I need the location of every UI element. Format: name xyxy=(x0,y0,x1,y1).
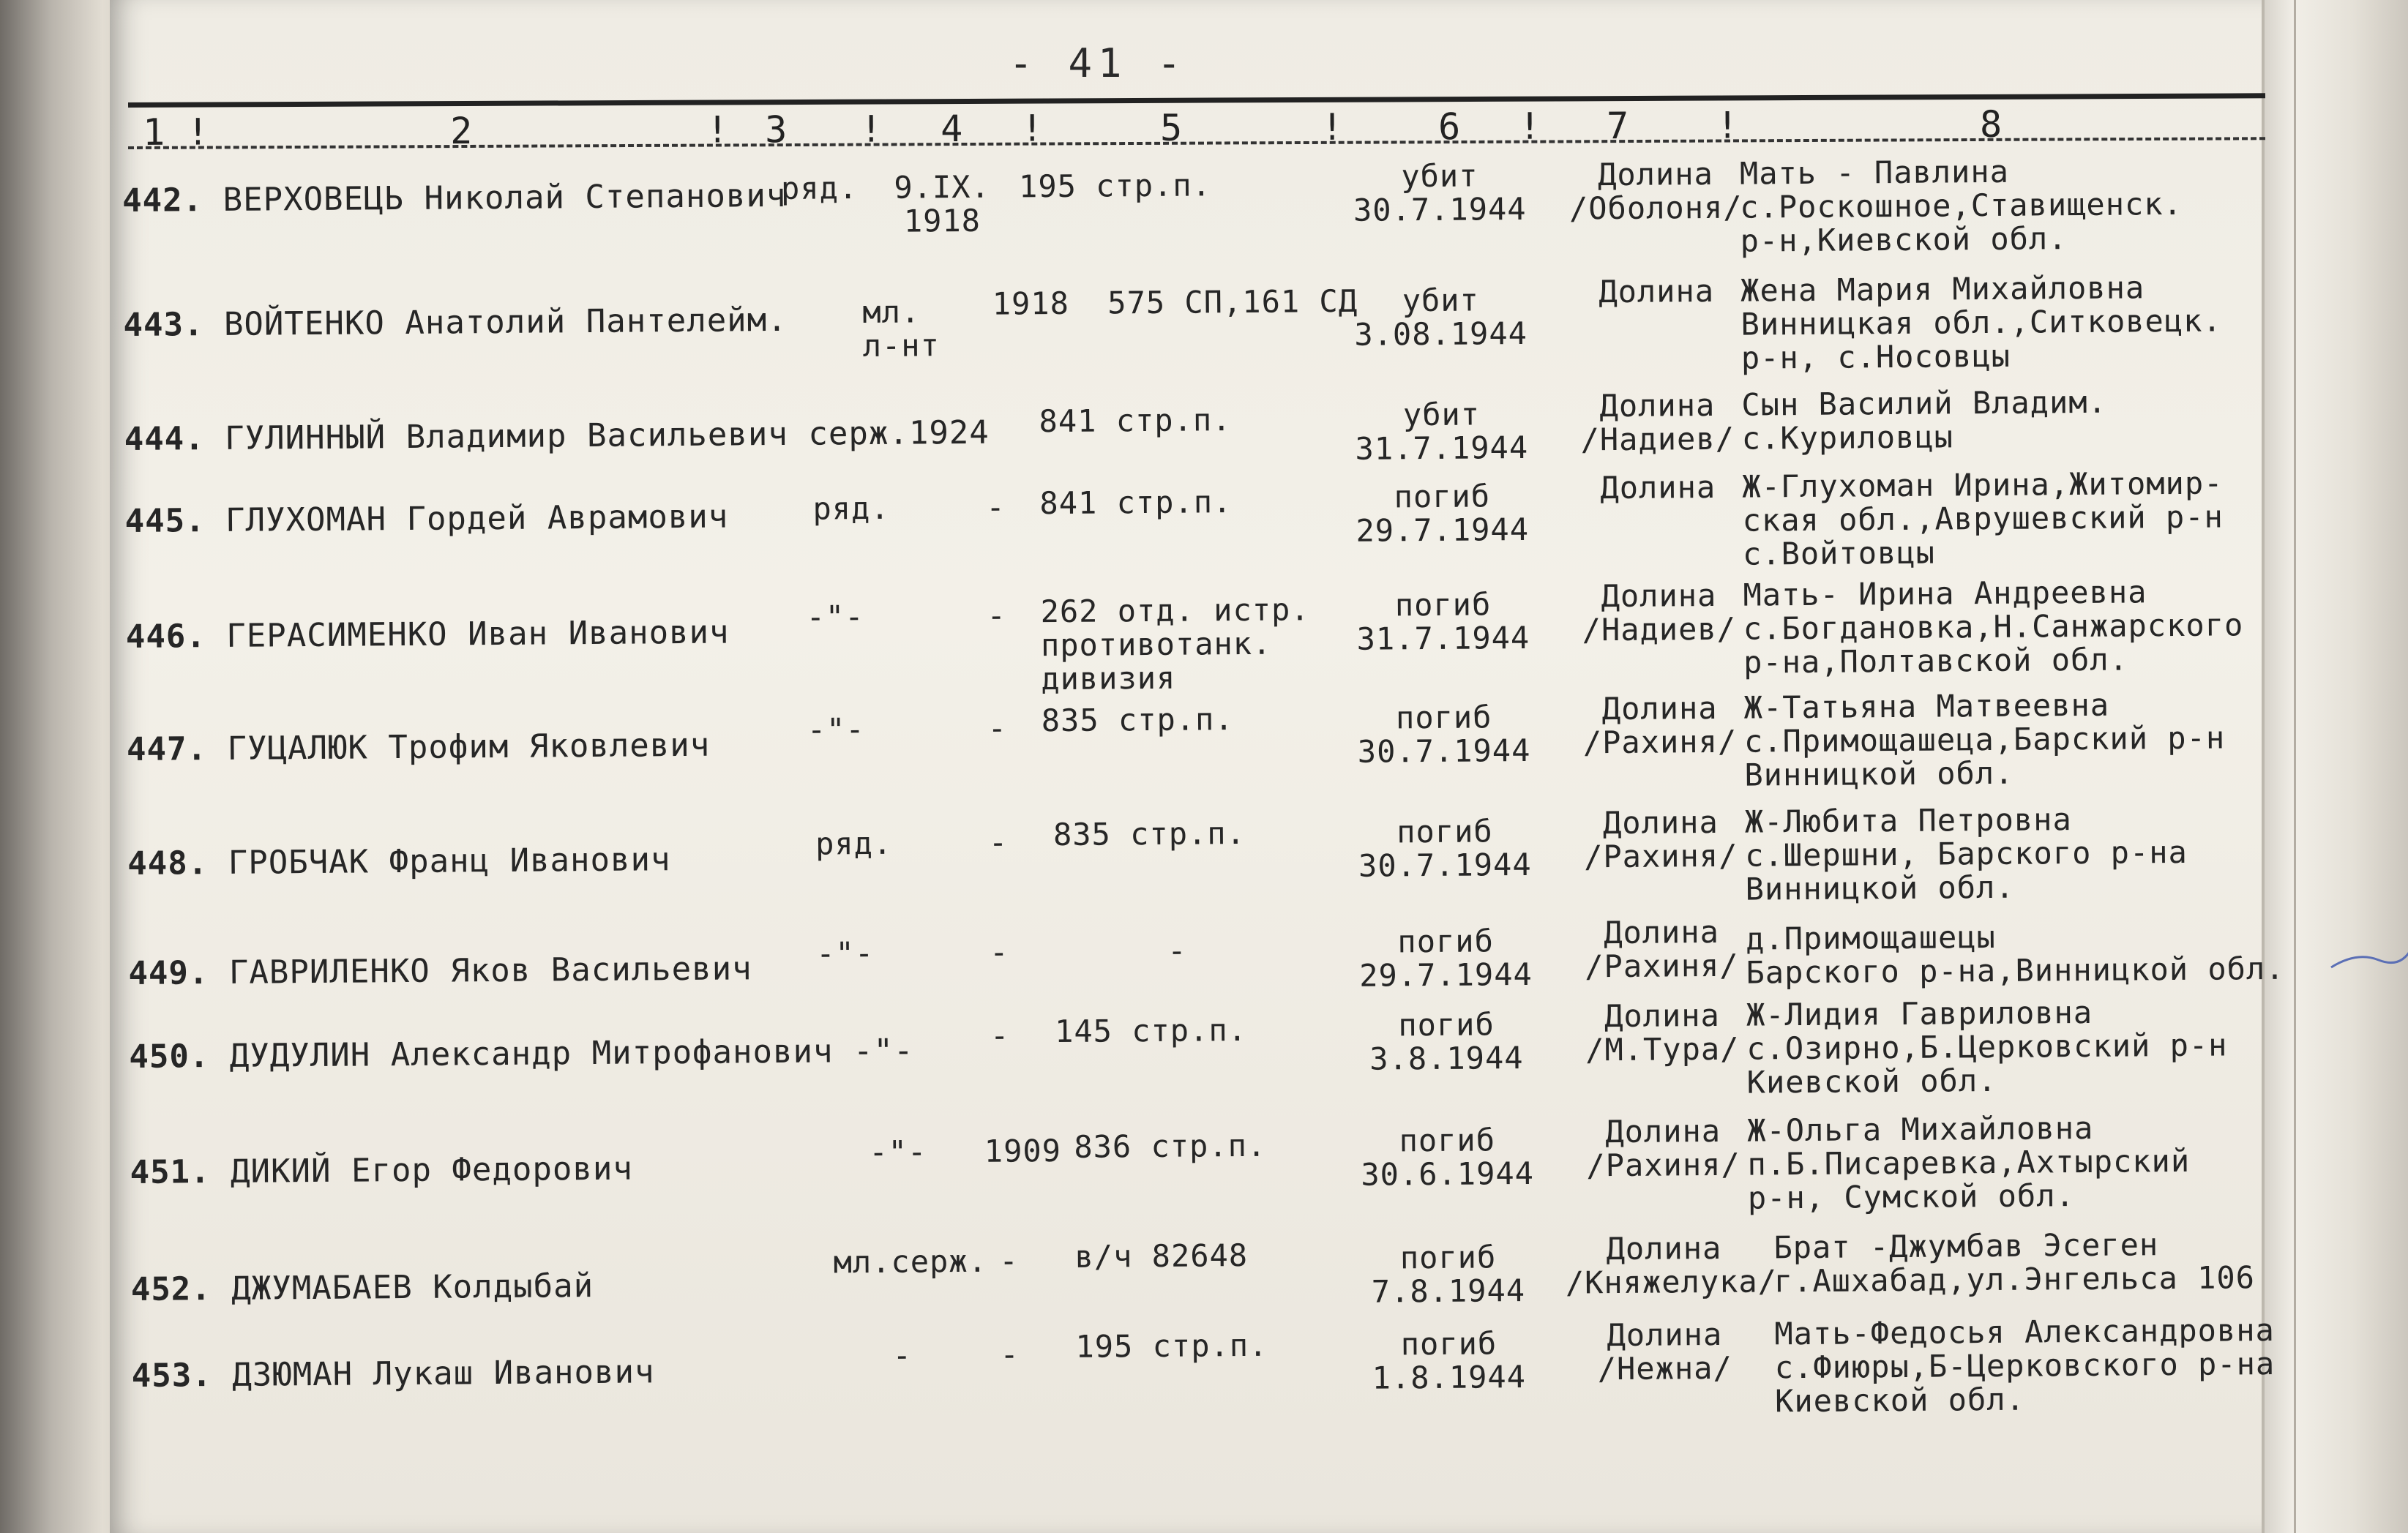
entry-unit: в/ч 82648 xyxy=(1074,1237,1249,1275)
entry-relatives: Мать-Федосья Александровна с.Фиюры,Б-Церковского р-на Киевской обл. xyxy=(1774,1311,2276,1420)
header-sep-7: ! xyxy=(1716,104,1739,147)
entry-name: 453. ДЗЮМАН Лукаш Иванович xyxy=(131,1353,655,1395)
entry-year: - xyxy=(987,597,1006,634)
entry-fate: погиб 30.7.1944 xyxy=(1357,699,1531,770)
entry-relatives: Мать- Ирина Андреевна с.Богдановка,Н.Санжарского р-на,Полтавской обл. xyxy=(1743,574,2244,681)
header-col-1: 1 ! xyxy=(142,110,209,154)
table-row xyxy=(130,1109,2281,1216)
entry-rank: ряд. xyxy=(780,170,859,206)
entry-year: - xyxy=(987,710,1008,746)
entry-unit: 262 отд. истр. противотанк. дивизия xyxy=(1040,591,1310,697)
entry-fate: погиб 7.8.1944 xyxy=(1371,1239,1526,1310)
entry-name: 444. ГУЛИННЫЙ Владимир Васильевич серж.1924 xyxy=(124,413,990,458)
entry-relatives: Ж-Ольга Михайловна п.Б.Писаревка,Ахтырский р-н, Сумской обл. xyxy=(1747,1109,2191,1216)
entry-burial: Долина /Нежна/ xyxy=(1597,1316,1732,1387)
entry-rank: -"- xyxy=(816,934,875,972)
entry-name: 450. ДУДУЛИН Александр Митрофанович -"- xyxy=(129,1032,914,1076)
entry-fate: погиб 29.7.1944 xyxy=(1356,478,1530,549)
header-col-4: 4 xyxy=(940,108,963,151)
entry-burial: Долина /Рахиня/ xyxy=(1585,913,1739,985)
entry-burial: Долина /Рахиня/ xyxy=(1583,803,1738,875)
entry-burial: Долина /М.Тура/ xyxy=(1585,997,1740,1068)
entry-unit: 835 стр.п. xyxy=(1052,814,1246,853)
table-row xyxy=(124,383,2276,467)
table-row xyxy=(128,911,2285,994)
entry-fate: погиб 31.7.1944 xyxy=(1356,586,1530,657)
entry-unit: - xyxy=(1167,932,1187,969)
entry-name: 442. ВЕРХОВЕЦЬ Николай Степанович xyxy=(121,176,787,220)
table-row xyxy=(131,1311,2283,1420)
entry-year: 1909 xyxy=(984,1132,1062,1169)
header-sep-6: ! xyxy=(1518,105,1541,148)
entry-relatives: Жена Мария Михайловна Винницкая обл.,Ситковецк. р-н, с.Носовцы xyxy=(1740,269,2222,376)
page-number: - 41 - xyxy=(1009,40,1187,86)
entry-year: - xyxy=(990,1017,1010,1054)
entry-year: 9.IX. 1918 xyxy=(894,168,990,239)
header-col-7: 7 xyxy=(1606,105,1629,148)
header-col-8: 8 xyxy=(1979,102,2003,146)
entry-fate: погиб 3.8.1944 xyxy=(1369,1006,1524,1077)
entry-burial: Долина xyxy=(1600,468,1716,506)
entry-unit: 841 стр.п. xyxy=(1039,402,1232,440)
entry-relatives: Ж-Татьяна Матвеевна с.Примощашеца,Барский р-н Винницкой обл. xyxy=(1743,686,2226,793)
entry-rank: ряд. xyxy=(815,825,893,862)
entry-year: - xyxy=(989,934,1009,970)
table-row xyxy=(125,574,2277,697)
entry-relatives: Сын Василий Владим. с.Куриловцы xyxy=(1741,383,2108,457)
entry-fate: убит 3.08.1944 xyxy=(1354,282,1528,353)
entry-rank: - xyxy=(892,1337,913,1373)
entry-unit: 195 стр.п. xyxy=(1075,1327,1268,1365)
entry-name: 446. ГЕРАСИМЕНКО Иван Иванович xyxy=(125,613,730,656)
entry-burial: Долина /Рахиня/ xyxy=(1582,689,1738,761)
entry-unit: 575 СП,161 СД xyxy=(1107,282,1358,321)
entry-relatives: Ж-Лидия Гавриловна с.Озирно,Б.Церковский р-н Киевской обл. xyxy=(1746,994,2228,1101)
entry-name: 452. ДЖУМАБАЕВ Колдыбай xyxy=(130,1267,594,1308)
entry-rank: мл.серж. xyxy=(833,1242,988,1281)
entry-year: - xyxy=(986,489,1006,525)
table-row xyxy=(127,801,2279,907)
entry-burial: Долина /Рахиня/ xyxy=(1586,1112,1740,1184)
entry-relatives: Ж-Глухоман Ирина,Житомир- ская обл.,Аврушевский р-н с.Войтовцы xyxy=(1742,465,2224,572)
entry-burial: Долина /Надиев/ xyxy=(1580,386,1735,458)
entry-name: 443. ВОЙТЕНКО Анатолий Пантелейм. xyxy=(123,301,788,344)
entry-burial: Долина /Княжелука/ xyxy=(1565,1229,1778,1301)
header-col-6: 6 xyxy=(1437,105,1461,149)
entry-unit: 195 стр.п. xyxy=(1018,167,1212,205)
entry-name: 447. ГУЦАЛЮК Трофим Яковлевич xyxy=(126,726,711,768)
entry-unit: 841 стр.п. xyxy=(1039,484,1233,522)
entry-fate: убит 31.7.1944 xyxy=(1355,396,1529,467)
entry-rank: ряд. xyxy=(812,490,890,527)
header-sep-4: ! xyxy=(1020,107,1044,150)
entry-fate: убит 30.7.1944 xyxy=(1353,157,1527,228)
entry-unit: 835 стр.п. xyxy=(1041,701,1234,739)
entry-rank: -"- xyxy=(807,711,865,748)
header-sep-3: ! xyxy=(859,108,883,151)
header-col-5: 5 xyxy=(1159,106,1183,149)
entry-year: 1918 xyxy=(992,285,1070,322)
header-sep-2: ! xyxy=(706,108,729,151)
entry-fate: погиб 30.7.1944 xyxy=(1358,813,1532,884)
entry-name: 445. ГЛУХОМАН Гордей Аврамович xyxy=(124,498,729,540)
entry-fate: погиб 1.8.1944 xyxy=(1372,1325,1527,1396)
entry-burial: Долина xyxy=(1599,272,1715,310)
entry-relatives: Брат -Джумбав Эсеген г.Ашхабад,ул.Энгельса 106 xyxy=(1773,1226,2256,1300)
header-sep-5: ! xyxy=(1320,105,1344,149)
entry-fate: погиб 30.6.1944 xyxy=(1361,1122,1535,1193)
pen-mark xyxy=(2327,944,2408,973)
entry-year: - xyxy=(999,1242,1019,1279)
entry-year: - xyxy=(1000,1336,1020,1373)
entry-relatives: Ж-Любита Петровна с.Шершни, Барского р-на Винницкой обл. xyxy=(1744,801,2188,907)
entry-relatives: Мать - Павлина с.Роскошное,Ставищенск. р-н,Киевской обл. xyxy=(1739,153,2183,259)
entry-unit: 145 стр.п. xyxy=(1054,1011,1248,1050)
entry-rank: -"- xyxy=(869,1133,927,1171)
table-row xyxy=(123,269,2275,376)
entry-unit: 836 стр.п. xyxy=(1074,1127,1267,1165)
entry-year: - xyxy=(988,824,1009,861)
entry-burial: Долина /Оболоня/ xyxy=(1568,155,1743,227)
page-edge xyxy=(2262,0,2408,1533)
entries-table xyxy=(121,0,2284,1533)
header-col-2: 2 xyxy=(449,109,473,153)
entry-name: 449. ГАВРИЛЕНКО Яков Васильевич xyxy=(128,950,752,992)
table-row xyxy=(124,465,2276,572)
entry-name: 448. ГРОБЧАК Франц Иванович xyxy=(127,841,671,882)
entry-fate: погиб 29.7.1944 xyxy=(1359,923,1533,994)
entry-burial: Долина /Надиев/ xyxy=(1582,577,1737,648)
table-row xyxy=(121,153,2274,259)
entry-name: 451. ДИКИЙ Егор Федорович xyxy=(130,1150,634,1191)
entry-rank: мл. л-нт xyxy=(862,293,941,364)
entry-rank: -"- xyxy=(806,599,864,635)
header-col-3: 3 xyxy=(764,108,788,151)
entry-relatives: д.Примощашецы Барского р-на,Винницкой обл. xyxy=(1745,918,2285,991)
table-row xyxy=(130,1226,2282,1310)
table-row xyxy=(129,994,2281,1101)
